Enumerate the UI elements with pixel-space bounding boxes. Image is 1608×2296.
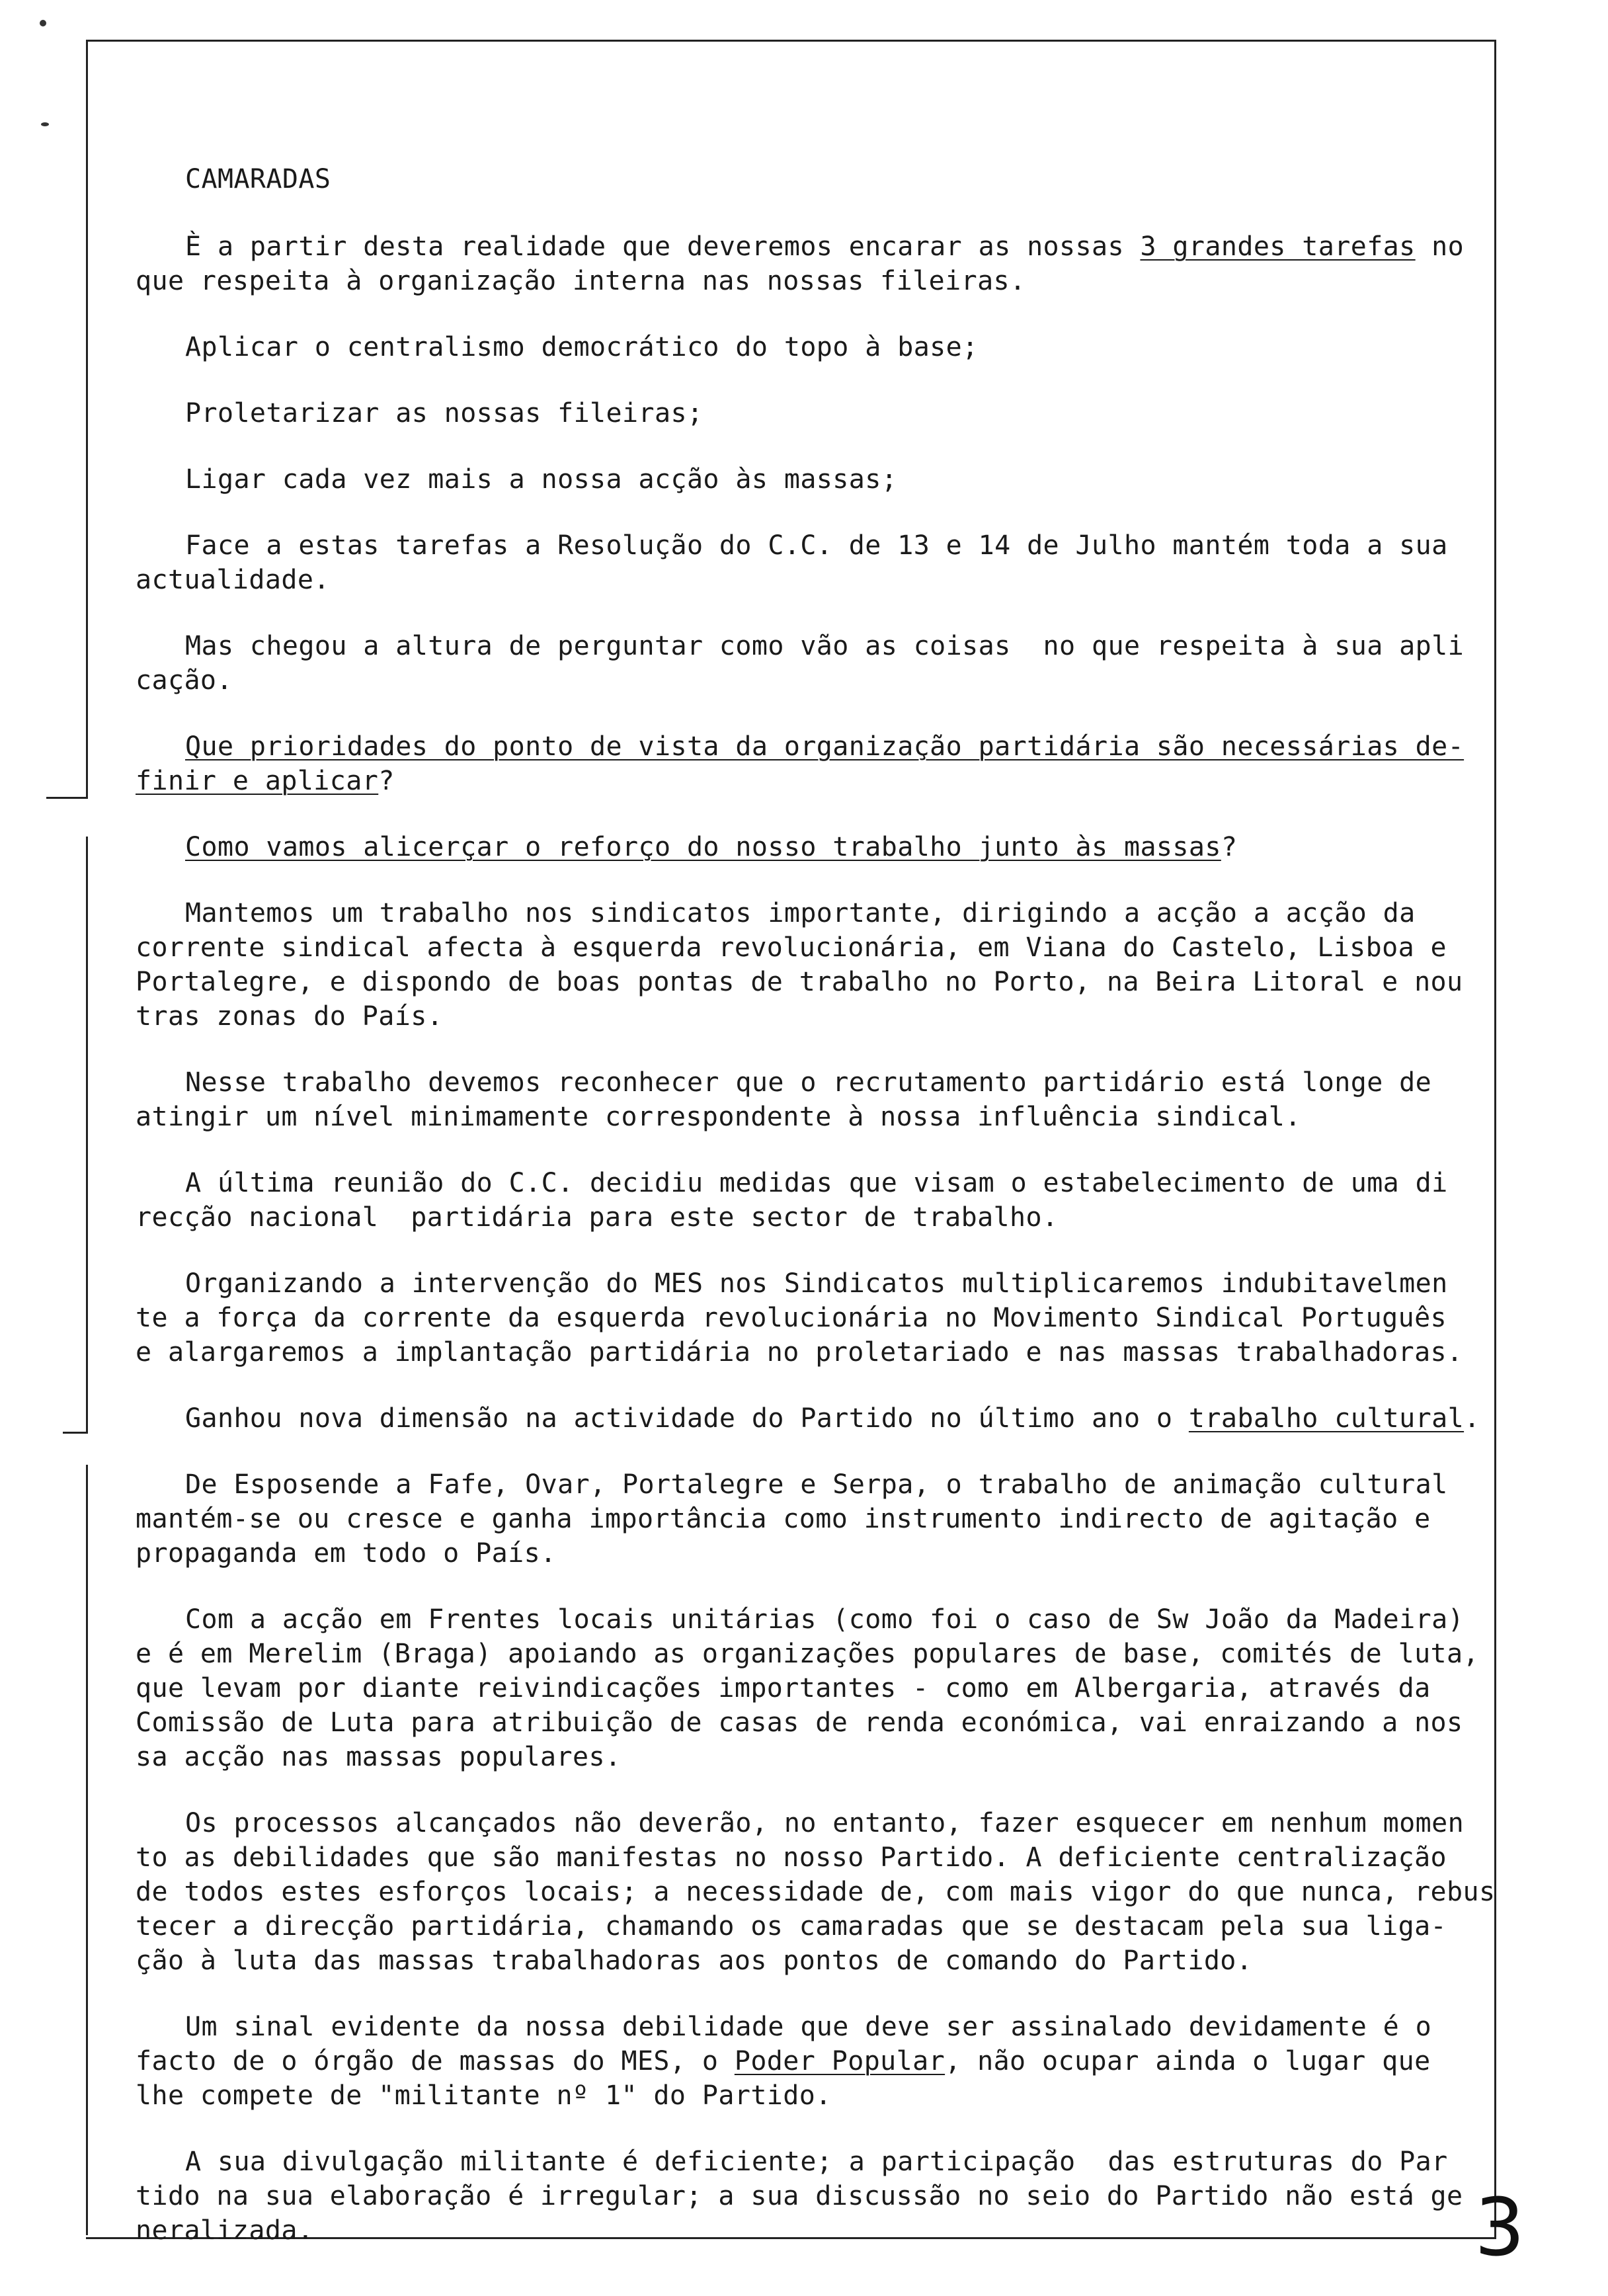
- paragraph: [136, 1266, 1491, 1370]
- paragraph: [136, 1166, 1491, 1235]
- text-line: [136, 2145, 1491, 2179]
- left-margin-rule: [86, 837, 88, 1432]
- text-line: [136, 264, 1491, 298]
- text-line: [136, 629, 1491, 663]
- text-line: [136, 1200, 1491, 1235]
- margin-tick: [63, 1432, 88, 1434]
- text-segment: que levam por diante reivindicações importantes - como em Albergaria, através da: [136, 1673, 1431, 1703]
- text-segment: no: [1415, 231, 1465, 262]
- text-line: [136, 2179, 1491, 2213]
- text-segment: A última reunião do C.C. decidiu medidas que visam o estabelecimento de uma di: [185, 1168, 1448, 1198]
- text-line: [136, 563, 1491, 597]
- text-line: [136, 2078, 1491, 2113]
- scan-speck: [41, 122, 49, 126]
- paragraph: [136, 1401, 1491, 1436]
- text-segment: atingir um nível minimamente correspondente à nossa influência sindical.: [136, 1102, 1301, 1132]
- text-segment: tecer a direcção partidária, chamando os camaradas que se destacam pela sua liga-: [136, 1911, 1447, 1942]
- text-line: [136, 1536, 1491, 1571]
- text-line: [136, 1840, 1491, 1875]
- text-line: [136, 999, 1491, 1034]
- text-line: [136, 2213, 1491, 2248]
- text-segment: Mantemos um trabalho nos sindicatos importante, dirigindo a acção a acção da: [185, 898, 1416, 928]
- text-line: [136, 1875, 1496, 1909]
- text-line: [136, 396, 1491, 430]
- text-line: [136, 1100, 1491, 1134]
- text-line: [136, 2010, 1491, 2044]
- text-line: [136, 729, 1491, 764]
- left-margin-rule: [86, 1465, 88, 2235]
- text-line: [136, 462, 1491, 497]
- underlined-text: Como vamos alicerçar o reforço do nosso trabalho junto às massas: [185, 832, 1221, 862]
- left-margin-rule: [86, 40, 88, 797]
- text-line: [136, 1467, 1491, 1502]
- text-segment: Face a estas tarefas a Resolução do C.C. de 13 e 14 de Julho mantém toda a sua: [185, 530, 1448, 561]
- underlined-text: Poder Popular: [734, 2046, 945, 2076]
- text-segment: e é em Merelim (Braga) apoiando as organizações populares de base, comités de luta,: [136, 1639, 1480, 1669]
- text-line: [136, 1301, 1491, 1335]
- text-segment: facto de o órgão de massas do MES, o: [136, 2046, 735, 2076]
- text-segment: ?: [378, 766, 395, 796]
- paragraph-list: [136, 229, 1496, 2248]
- paragraph: [136, 830, 1491, 864]
- paragraph: [136, 729, 1491, 798]
- underlined-text: finir e aplicar: [136, 766, 379, 796]
- text-segment: .: [1464, 1403, 1480, 1434]
- text-segment: Mas chegou a altura de perguntar como vão as coisas no que respeita à sua apli: [185, 631, 1465, 661]
- text-line: [136, 2044, 1491, 2078]
- underlined-text: 3 grandes tarefas: [1140, 231, 1416, 262]
- text-segment: actualidade.: [136, 565, 330, 595]
- text-segment: Um sinal evidente da nossa debilidade que deve ser assinalado devidamente é o: [185, 2012, 1432, 2042]
- margin-tick: [46, 797, 88, 799]
- text-segment: Os processos alcançados não deverão, no entanto, fazer esquecer em nenhum momen: [185, 1808, 1465, 1838]
- text-line: [136, 1909, 1491, 1944]
- text-segment: neralizada.: [136, 2215, 314, 2246]
- text-segment: te a força da corrente da esquerda revolucionária no Movimento Sindical Português: [136, 1303, 1447, 1333]
- text-segment: de todos estes esforços locais; a necessidade de, com mais vigor do que nunca, rebus: [136, 1877, 1496, 1907]
- text-line: [136, 1806, 1491, 1840]
- text-line: [136, 830, 1491, 864]
- paragraph: [136, 1602, 1491, 1774]
- text-line: [136, 1065, 1491, 1100]
- text-line: [136, 1401, 1491, 1436]
- text-segment: corrente sindical afecta à esquerda revolucionária, em Viana do Castelo, Lisboa e: [136, 932, 1447, 963]
- text-segment: tras zonas do País.: [136, 1001, 444, 1032]
- paragraph: [136, 1065, 1491, 1134]
- text-segment: È a partir desta realidade que deveremos encarar as nossas: [185, 231, 1141, 262]
- text-segment: que respeita à organização interna nas nossas fileiras.: [136, 266, 1026, 296]
- text-line: [136, 330, 1491, 364]
- paragraph: [136, 330, 1491, 364]
- text-segment: Ganhou nova dimensão na actividade do Partido no último ano o: [185, 1403, 1189, 1434]
- underlined-text: trabalho cultural: [1188, 1403, 1465, 1434]
- text-line: [136, 1335, 1491, 1370]
- text-line: [136, 896, 1491, 930]
- paragraph: [136, 2145, 1491, 2248]
- page-number: 3: [1474, 2182, 1525, 2274]
- text-line: [136, 764, 1491, 798]
- paragraph: [136, 462, 1491, 497]
- text-segment: to as debilidades que são manifestas no nosso Partido. A deficiente centralização: [136, 1842, 1447, 1873]
- text-line: [136, 1602, 1491, 1637]
- letter-body: [136, 162, 1496, 2279]
- text-segment: Proletarizar as nossas fileiras;: [185, 398, 704, 429]
- text-segment: Comissão de Luta para atribuição de casas de renda económica, vai enraizando a nos: [136, 1707, 1463, 1738]
- paragraph: [136, 629, 1491, 698]
- text-segment: propaganda em todo o País.: [136, 1538, 557, 1569]
- text-line: [136, 1502, 1491, 1536]
- text-segment: De Esposende a Fafe, Ovar, Portalegre e Serpa, o trabalho de animação cultural: [185, 1469, 1448, 1500]
- text-segment: , não ocupar ainda o lugar que: [945, 2046, 1431, 2076]
- text-segment: Portalegre, e dispondo de boas pontas de trabalho no Porto, na Beira Litoral e nou: [136, 967, 1463, 997]
- text-line: [136, 229, 1491, 264]
- text-line: [136, 663, 1491, 698]
- paragraph: [136, 1806, 1496, 1978]
- text-segment: cação.: [136, 665, 233, 696]
- text-segment: A sua divulgação militante é deficiente; a participação das estruturas do Par: [185, 2147, 1448, 2177]
- text-segment: Ligar cada vez mais a nossa acção às massas;: [185, 464, 898, 495]
- text-segment: Com a acção em Frentes locais unitárias (como foi o caso de Sw João da Madeira): [185, 1604, 1465, 1635]
- paragraph: [136, 1467, 1491, 1571]
- text-segment: ção à luta das massas trabalhadoras aos pontos de comando do Partido.: [136, 1946, 1253, 1976]
- text-line: [136, 1705, 1491, 1740]
- paragraph: [136, 2010, 1491, 2113]
- text-line: [136, 1944, 1491, 1978]
- text-segment: ?: [1221, 832, 1238, 862]
- text-line: [136, 930, 1491, 965]
- paragraph: [136, 528, 1491, 597]
- text-line: [136, 1266, 1491, 1301]
- text-line: [136, 528, 1491, 563]
- paragraph: [136, 229, 1491, 298]
- paragraph: [136, 396, 1491, 430]
- text-segment: sa acção nas massas populares.: [136, 1742, 622, 1772]
- text-segment: recção nacional partidária para este sector de trabalho.: [136, 1202, 1059, 1233]
- text-line: [136, 1740, 1491, 1774]
- text-segment: Organizando a intervenção do MES nos Sindicatos multiplicaremos indubitavelmen: [185, 1268, 1448, 1299]
- salutation-heading: CAMARADAS: [185, 164, 331, 194]
- text-line: [136, 1637, 1491, 1671]
- underlined-text: Que prioridades do ponto de vista da organização partidária são necessárias de-: [185, 731, 1465, 762]
- text-segment: e alargaremos a implantação partidária no proletariado e nas massas trabalhadoras.: [136, 1337, 1463, 1368]
- paragraph: [136, 896, 1491, 1034]
- text-segment: Aplicar o centralismo democrático do topo à base;: [185, 332, 979, 362]
- text-segment: lhe compete de "militante nº 1" do Partido.: [136, 2080, 832, 2111]
- text-line: [136, 1166, 1491, 1200]
- text-segment: tido na sua elaboração é irregular; a sua discussão no seio do Partido não está ge: [136, 2181, 1463, 2211]
- scan-speck: [40, 20, 46, 26]
- text-segment: mantém-se ou cresce e ganha importância como instrumento indirecto de agitação e: [136, 1504, 1431, 1534]
- text-line: [136, 1671, 1491, 1705]
- text-line: [136, 965, 1491, 999]
- text-segment: Nesse trabalho devemos reconhecer que o recrutamento partidário está longe de: [185, 1067, 1432, 1098]
